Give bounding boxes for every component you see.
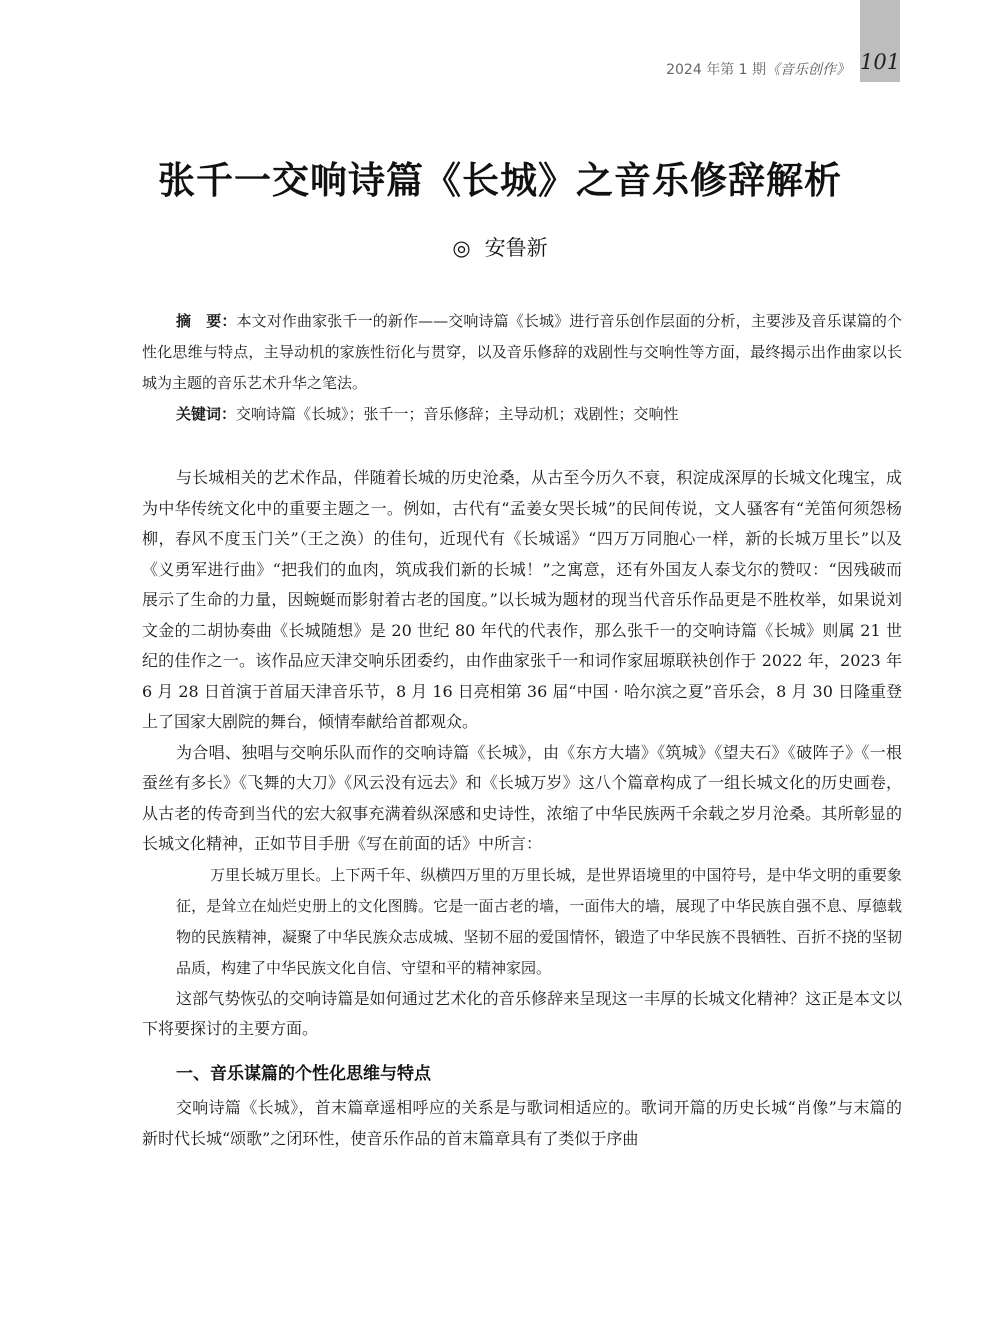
- keywords: [176, 399, 896, 430]
- issue-label: 2024 年第 1 期: [666, 62, 766, 78]
- page-number: 101: [860, 50, 901, 74]
- body-paragraph: 与长城相关的艺术作品，伴随着长城的历史沧桑，从古至今历久不衰，积淀成深厚的长城文化瑰宝，成为中华传统文化中的重要主题之一。例如，古代有“孟姜女哭长城”的民间传说，文人骚客有“羌笛何须怨杨柳，春风不度玉门关”（王之涣）的佳句，近现代有《长城谣》“四万万同胞心一样，新的长城万里长”以及《义勇军进行曲》“把我们的血肉，筑成我们新的长城！”之寓意，还有外国友人泰戈尔的赞叹：“因残破而展示了生命的力量，因蜿蜒而影射着古老的国度。”以长城为题材的现当代音乐作品更是不胜枚举，如果说刘文金的二胡协奏曲《长城随想》是 20 世纪 80 年代的代表作，那么张千一的交响诗篇《长城》则属 21 世纪的佳作之一。该作品应天津交响乐团委约，由作曲家张千一和词作家屈塬联袂创作于 2022 年，2023 年 6 月 28 日首演于首届天津音乐节，8 月 16 日亮相第 36 届“中国 · 哈尔滨之夏”音乐会，8 月 30 日隆重登上了国家大剧院的舞台，倾情奉献给首都观众。: [142, 468, 902, 731]
- author-mark-icon: ◎: [452, 236, 471, 260]
- running-header: [666, 59, 850, 79]
- author-name: 安鲁新: [484, 236, 548, 260]
- abstract-label: 摘 要：: [176, 312, 237, 330]
- abstract: [142, 306, 902, 399]
- article-body: [142, 463, 902, 1154]
- body-paragraph: 交响诗篇《长城》，首末篇章遥相呼应的关系是与歌词相适应的。歌词开篇的历史长城“肖像”与末篇的新时代长城“颂歌”之闭环性，使音乐作品的首末篇章具有了类似于序曲: [142, 1098, 902, 1148]
- keywords-text: 交响诗篇《长城》；张千一；音乐修辞；主导动机；戏剧性；交响性: [236, 405, 679, 423]
- abstract-text: 本文对作曲家张千一的新作——交响诗篇《长城》进行音乐创作层面的分析，主要涉及音乐谋篇的个性化思维与特点，主导动机的家族性衍化与贯穿，以及音乐修辞的戏剧性与交响性等方面，最终揭示出作曲家以长城为主题的音乐艺术升华之笔法。: [142, 312, 902, 392]
- article-title: 张千一交响诗篇《长城》之音乐修辞解析: [158, 159, 842, 202]
- journal-name: 《音乐创作》: [766, 62, 850, 78]
- author-line: [0, 232, 1000, 262]
- body-paragraph: 这部气势恢弘的交响诗篇是如何通过艺术化的音乐修辞来呈现这一丰厚的长城文化精神？这正是本文以下将要探讨的主要方面。: [142, 988, 902, 1038]
- block-quote: 万里长城万里长。上下两千年、纵横四万里的万里长城，是世界语境里的中国符号，是中华文明的重要象征，是耸立在灿烂史册上的文化图腾。它是一面古老的墙，一面伟大的墙，展现了中华民族自强不息、厚德载物的民族精神，凝聚了中华民族众志成城、坚韧不屈的爱国情怀，锻造了中华民族不畏牺牲、百折不挠的坚韧品质，构建了中华民族文化自信、守望和平的精神家园。: [176, 865, 902, 977]
- keywords-label: 关键词：: [176, 405, 237, 423]
- body-paragraph: 为合唱、独唱与交响乐队而作的交响诗篇《长城》，由《东方大墙》《筑城》《望夫石》《破阵子》《一根蚕丝有多长》《飞舞的大刀》《风云没有远去》和《长城万岁》这八个篇章构成了一组长城文化的历史画卷，从古老的传奇到当代的宏大叙事充满着纵深感和史诗性，浓缩了中华民族两千余载之岁月沧桑。其所彰显的长城文化精神，正如节目手册《写在前面的话》中所言：: [142, 742, 902, 853]
- section-heading: 一、音乐谋篇的个性化思维与特点: [176, 1063, 431, 1084]
